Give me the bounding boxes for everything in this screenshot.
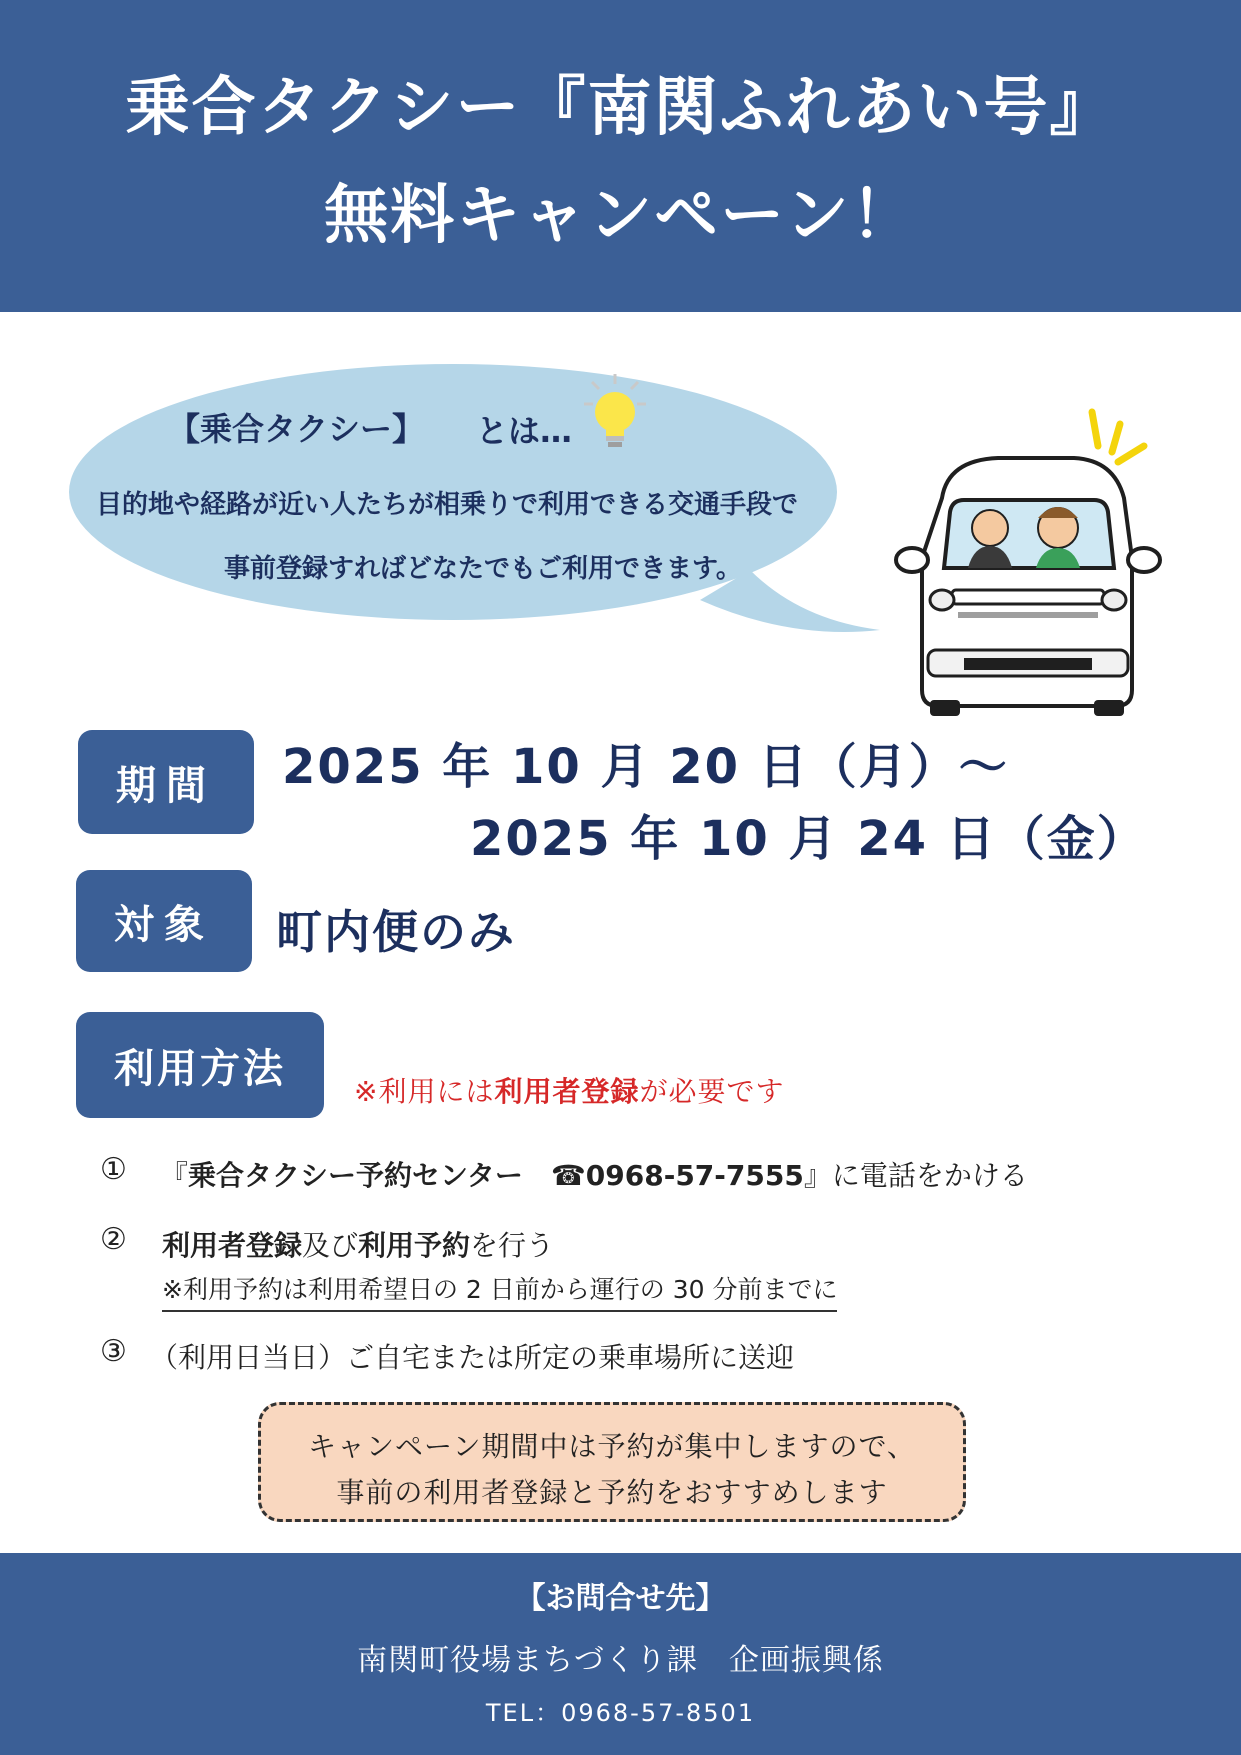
- step2-number: ②: [100, 1222, 127, 1257]
- lightbulb-icon: [582, 372, 648, 454]
- period-label: [78, 730, 254, 834]
- period-label-text: 期間: [116, 762, 216, 809]
- step1-call-center: 乗合タクシー予約センター ☎0968-57-7555: [188, 1159, 804, 1192]
- contact-footer: [0, 1553, 1241, 1755]
- step1-rest: に電話をかける: [831, 1159, 1028, 1192]
- period-end: 2025 年 10 月 24 日（金）: [470, 811, 1147, 867]
- note-prefix: ※利用には: [354, 1075, 495, 1108]
- step1-open-bracket: 『: [160, 1159, 189, 1192]
- notice-line1: キャンペーン期間中は予約が集中しますので、: [308, 1430, 916, 1463]
- target-label: [76, 870, 252, 972]
- contact-heading: 【お問合せ先】: [515, 1581, 726, 1616]
- van-illustration: [888, 400, 1170, 722]
- step2-rest: を行う: [470, 1229, 555, 1262]
- note-suffix: が必要です: [639, 1075, 785, 1108]
- step3-number: ③: [100, 1334, 127, 1369]
- bubble-line1: 目的地や経路が近い人たちが相乗りで利用できる交通手段で: [96, 490, 799, 520]
- step2-text: [162, 1224, 554, 1264]
- step1-number: ①: [100, 1152, 127, 1187]
- step2-bold2: 利用予約: [358, 1229, 471, 1262]
- target-value: 町内便のみ: [276, 905, 516, 959]
- step1-text: [160, 1154, 1028, 1194]
- header-banner: [0, 0, 1241, 312]
- notice-line2: 事前の利用者登録と予約をおすすめします: [336, 1476, 888, 1509]
- contact-tel: TEL：0968-57-8501: [485, 1699, 756, 1727]
- bubble-heading-suffix: とは…: [476, 412, 573, 450]
- step3-text: （利用日当日）ご自宅または所定の乗車場所に送迎: [150, 1341, 795, 1374]
- page-title-line2: 無料キャンペーン！: [324, 179, 917, 253]
- target-label-text: 対象: [114, 901, 214, 948]
- usage-label-text: 利用方法: [114, 1045, 286, 1092]
- campaign-notice-box: [258, 1402, 966, 1522]
- step1-close-bracket: 』: [803, 1159, 832, 1192]
- step2-mid: 及び: [302, 1229, 359, 1262]
- note-bold: 利用者登録: [494, 1075, 640, 1108]
- period-start: 2025 年 10 月 20 日（月）～: [282, 739, 1009, 795]
- step2-subnote: ※利用予約は利用希望日の 2 日前から運行の 30 分前までに: [162, 1270, 837, 1312]
- registration-required-note: [354, 1070, 785, 1110]
- bubble-line2: 事前登録すればどなたでもご利用できます。: [224, 554, 742, 584]
- bubble-heading: 【乗合タクシー】: [168, 410, 425, 448]
- usage-label: [76, 1012, 324, 1118]
- step2-bold1: 利用者登録: [162, 1229, 303, 1262]
- page-title-line1: 乗合タクシー『南関ふれあい号』: [125, 71, 1116, 145]
- contact-office: 南関町役場まちづくり課 企画振興係: [357, 1643, 884, 1678]
